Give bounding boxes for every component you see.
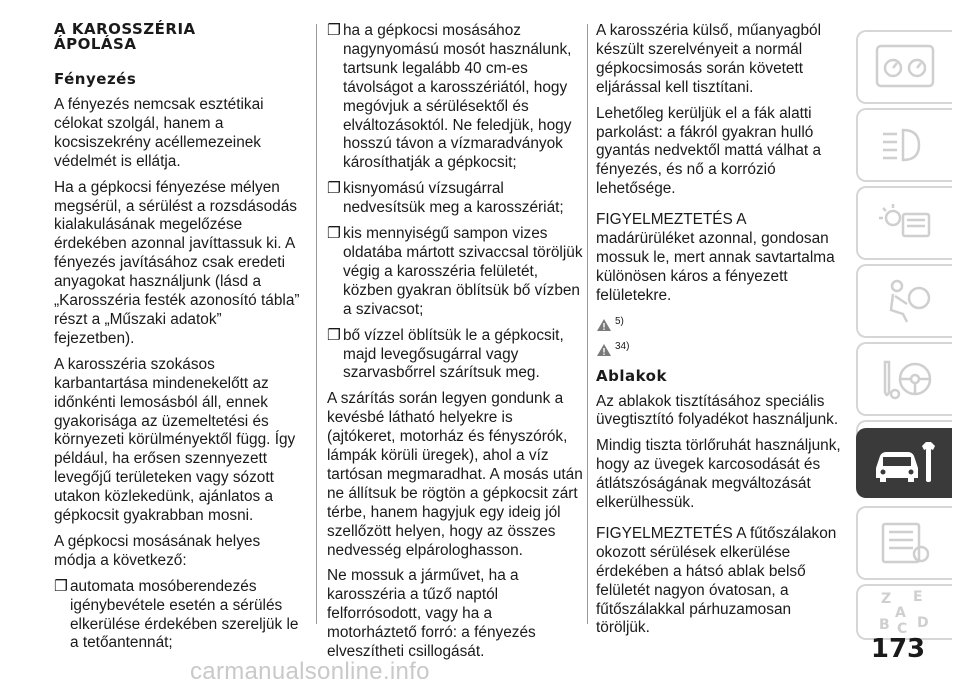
paragraph: Mindig tiszta törlőruhát használjunk, hogy az üvegek karcosodását és átlátszóságának megváltozását elkerülhessük.	[596, 437, 841, 512]
paragraph: Lehetőleg kerüljük el a fák alatti parkolást: a fákról gyakran hulló gyantás nedvektől mattá válhat a fényezés, és nő a korrózió lehetősége.	[596, 104, 822, 198]
checkbox-bullet-icon: ❐	[327, 225, 341, 243]
warning-reference	[596, 338, 846, 357]
tab-starting-driving[interactable]	[856, 342, 952, 416]
tab-lights-controls[interactable]	[856, 108, 952, 182]
paragraph: Ne mossuk a járművet, ha a karosszéria a tűző naptól felforrósodott, vagy ha a motorháztető forró: a fényezés elveszítheti csillogását.	[327, 567, 536, 661]
svg-text:A: A	[895, 605, 906, 621]
climate-control-icon	[873, 196, 937, 250]
warning-triangle-icon	[596, 318, 612, 332]
paragraph: A gépkocsi mosásának helyes módja a következő:	[54, 532, 261, 569]
warning-reference	[596, 313, 846, 332]
tab-maintenance-active[interactable]	[856, 428, 952, 498]
svg-text:E: E	[913, 589, 923, 605]
paragraph: A fényezés nemcsak esztétikai célokat szolgál, hanem a kocsiszekrény acéllemezeinek védelmét is ellátja.	[54, 96, 264, 170]
paragraph: A karosszéria szokásos karbantartása mindenekelőtt az időnkénti lemosásból áll, ennek gyakorisága az üzemeltetési és környezeti körülményektől függ. Így például, ha erősen szennyezett levegőjű területeken vagy sózott utakon közlekedünk, ajánlatos a gépkocsit gyakrabban mosni.	[54, 355, 296, 525]
paragraph: A karosszéria külső, műanyagból készült szerelvényeit a normál gépkocsimosás során követett eljárással kell tisztítani.	[596, 22, 821, 96]
column-right	[596, 22, 846, 645]
warning-triangle-icon	[596, 343, 612, 357]
car-maintenance-icon	[870, 438, 940, 488]
column-divider	[316, 24, 317, 624]
technical-data-icon	[873, 516, 937, 570]
page-number: 173	[870, 634, 926, 664]
watermark: carmanualsonline.info	[190, 658, 430, 685]
section-title	[54, 22, 306, 52]
airbag-safety-icon	[873, 274, 937, 328]
bullet-text: automata mosóberendezés igénybevétele esetén a sérülés elkerülése érdekében szereljük le a tetőantennát;	[70, 577, 299, 652]
lights-controls-icon	[873, 118, 937, 172]
warning-paragraph: FIGYELMEZTETÉS A fűtőszálakon okozott sérülések elkerülése érdekében a hátsó ablak belső felületét nagyon óvatosan, a fűtőszálakkal párhuzamosan töröljük.	[596, 524, 837, 637]
bullet-item	[54, 578, 306, 654]
tab-dashboard[interactable]	[856, 30, 952, 104]
column-middle	[327, 22, 583, 669]
checkbox-bullet-icon: ❐	[327, 326, 341, 344]
column-left	[54, 22, 306, 660]
svg-text:B: B	[879, 617, 890, 633]
tab-climate[interactable]	[856, 186, 952, 260]
checkbox-bullet-icon: ❐	[54, 577, 68, 595]
subsection-title-windows: Ablakok	[596, 366, 667, 385]
index-icon	[873, 587, 937, 637]
bullet-text: kisnyomású vízsugárral nedvesítsük meg a karosszériát;	[343, 180, 564, 217]
subsection-title-paintwork: Fényezés	[54, 70, 137, 88]
paragraph: Az ablakok tisztításához speciális üvegtisztító folyadékot használjunk.	[596, 392, 839, 429]
bullet-text: kis mennyiségű sampon vizes oldatába mártott szivaccsal töröljük végig a karosszéria felületét, közben gyakran öblítsük bő vízben a szivacsot;	[343, 225, 583, 318]
section-title-line-2: ÁPOLÁSA	[54, 35, 137, 53]
tab-safety[interactable]	[856, 264, 952, 338]
svg-text:Z: Z	[881, 591, 892, 607]
bullet-text: ha a gépkocsi mosásához nagynyomású mosót használunk, tartsunk legalább 40 cm-es távolságot a karosszériától, hogy megóvjuk a sérülésektől és elváltozásoktól. Ne feledjük, hogy hosszú távon a vízmaradványok károsíthatják a gépkocsit;	[343, 22, 572, 172]
section-title-line-1: A KAROSSZÉRIA	[54, 20, 196, 38]
checkbox-bullet-icon: ❐	[327, 22, 341, 39]
dashboard-info-icon	[873, 40, 937, 94]
warning-paragraph: FIGYELMEZTETÉS A madárürüléket azonnal, gondosan mossuk le, mert annak savtartalma különösen káros a fényezett felületekre.	[596, 211, 835, 304]
bullet-item	[327, 225, 583, 320]
svg-text:D: D	[917, 615, 929, 631]
paragraph: Ha a gépkocsi fényezése mélyen megsérül, a sérülést a rozsdásodás kialakulásának megelőzése érdekében azonnal javíttassuk ki. A fényezés javításához csak eredeti anyagokat használjunk (lásd a „Karosszéria festék azonosító tábla” részt a „Műszaki adatok” fejezetben).	[54, 178, 300, 347]
column-divider	[587, 24, 588, 624]
tab-index[interactable]	[856, 584, 952, 640]
starting-driving-icon	[873, 352, 937, 406]
bullet-item	[327, 180, 583, 218]
warning-reference-number: 5)	[615, 315, 624, 327]
bullet-item	[327, 22, 583, 173]
tab-technical-data[interactable]	[856, 506, 952, 580]
bullet-text: bő vízzel öblítsük le a gépkocsit, majd levegősugárral vagy szarvasbőrrel szárítsuk meg.	[343, 326, 564, 382]
bullet-item	[327, 327, 583, 384]
paragraph: A szárítás során legyen gondunk a kevésbé látható helyekre is (ajtókeret, motorház és fényszórók, lámpák körüli üregek), ahol a víz tartósan megmaradhat. A mosás után ne állítsuk be rögtön a gépkocsit zárt térbe, hanem hagyjuk egy ideig jól szellőzött helyen, hogy az összes nedvesség elpárologhasson.	[327, 390, 583, 559]
warning-reference-number: 34)	[615, 340, 630, 352]
svg-text:C: C	[897, 621, 908, 637]
checkbox-bullet-icon: ❐	[327, 180, 341, 198]
